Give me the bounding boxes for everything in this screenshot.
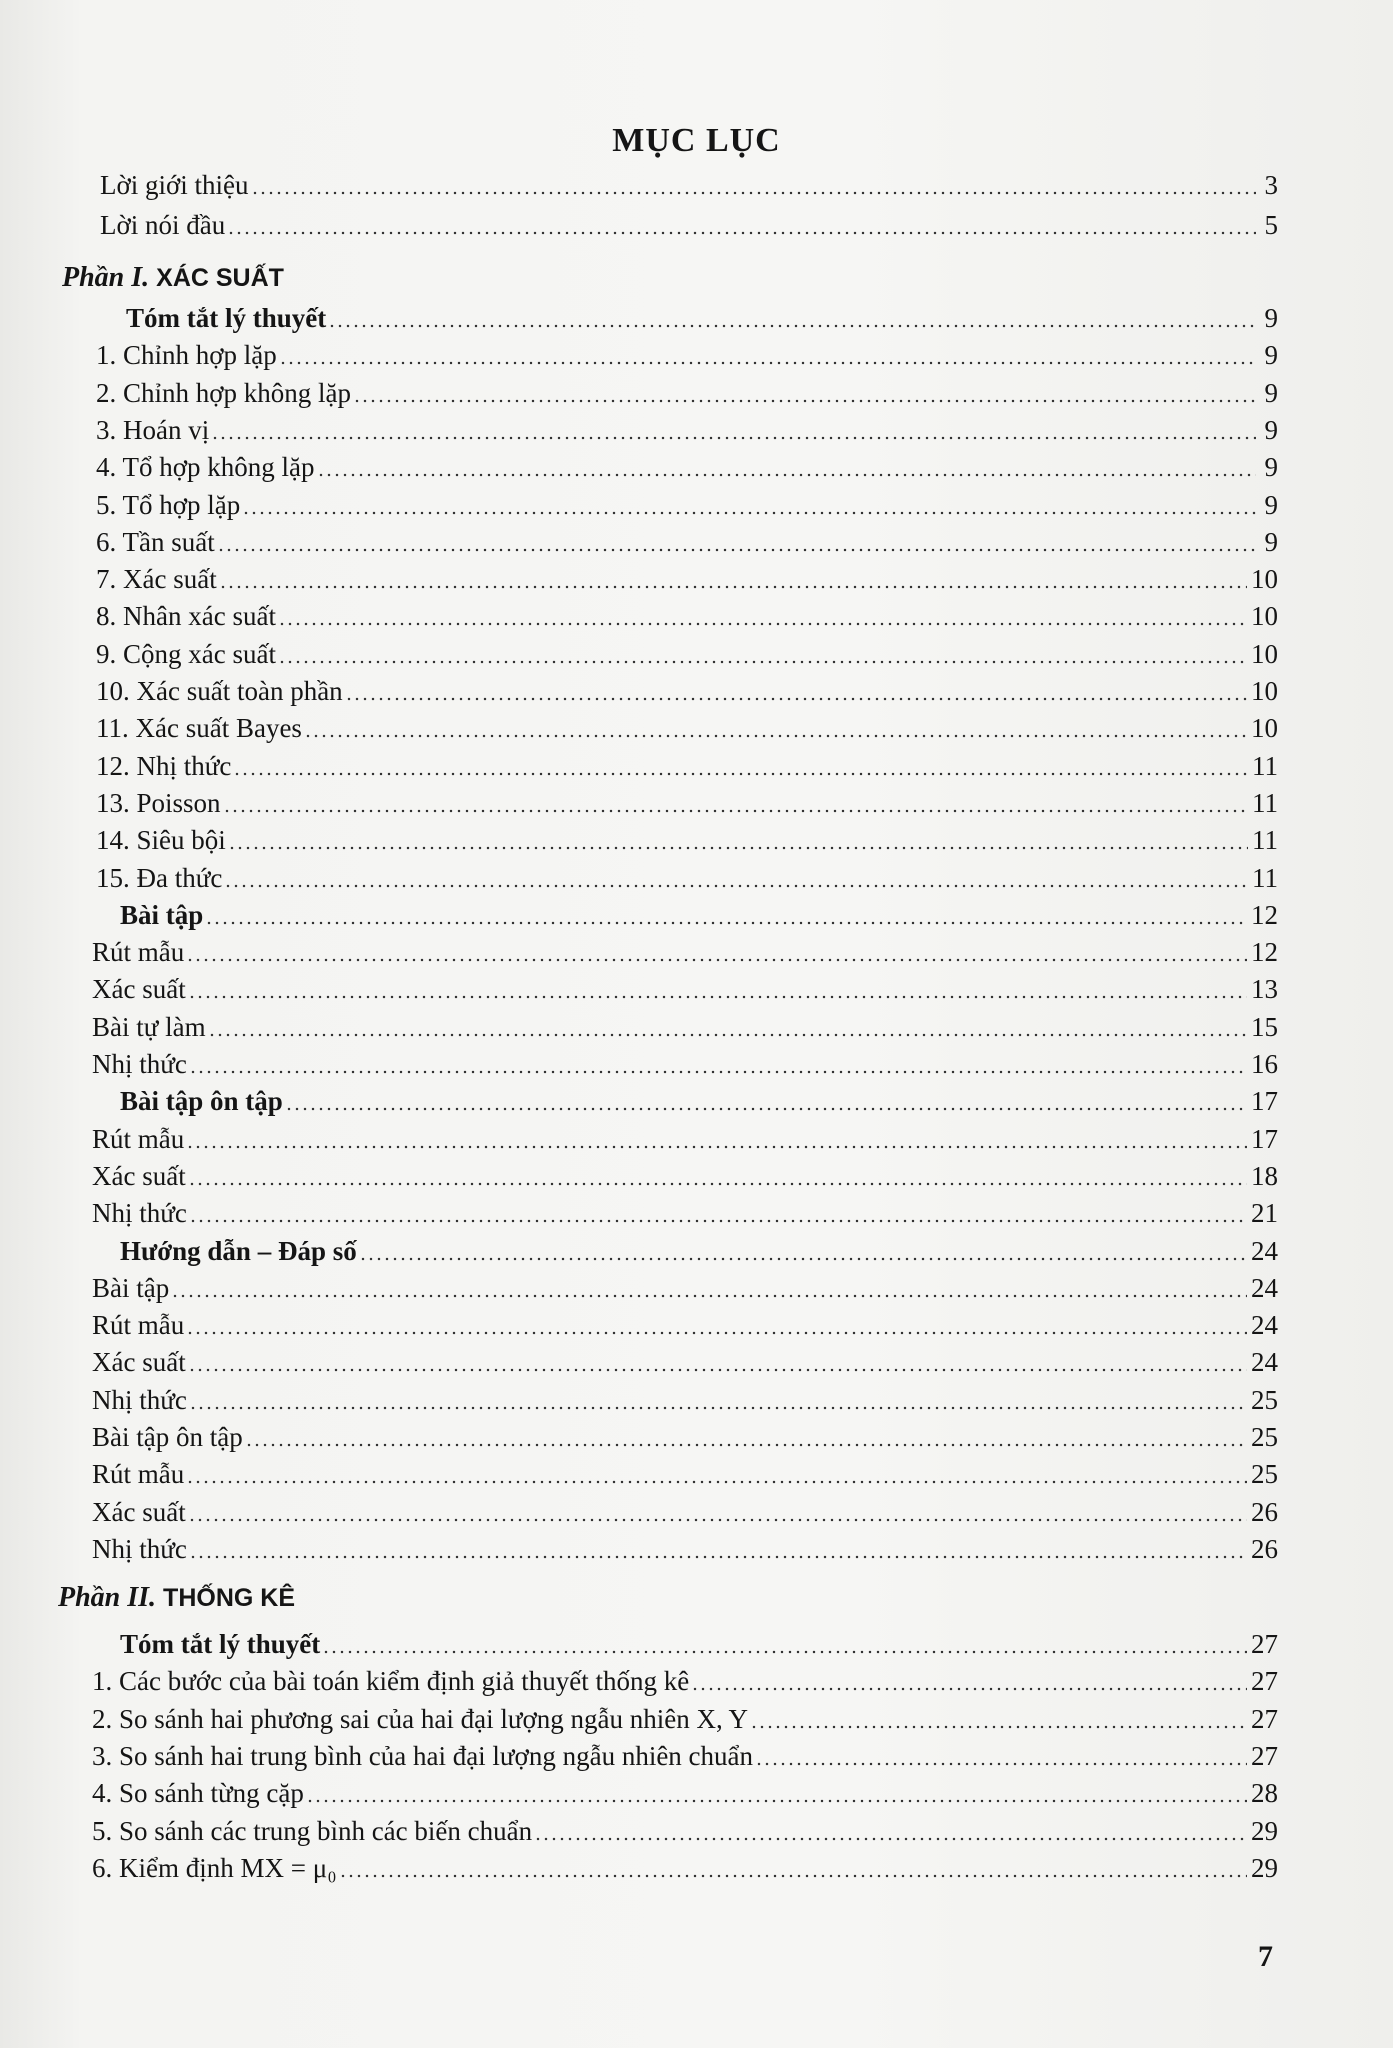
toc-entry-label: Tóm tắt lý thuyết bbox=[120, 1629, 321, 1659]
dot-leader bbox=[186, 1145, 1247, 1149]
dot-leader bbox=[188, 995, 1247, 999]
dot-leader bbox=[188, 1368, 1247, 1372]
toc-entry bbox=[96, 524, 1278, 558]
dot-leader bbox=[322, 1650, 1247, 1654]
toc-entry-page: 11 bbox=[1252, 825, 1278, 855]
toc-entry-page: 26 bbox=[1251, 1534, 1278, 1564]
toc-entry-page: 9 bbox=[1264, 452, 1278, 482]
toc-entry bbox=[100, 167, 1278, 201]
toc-entry-page: 18 bbox=[1251, 1161, 1278, 1191]
toc-entry-page: 24 bbox=[1251, 1273, 1278, 1303]
toc-entry-label: 15. Đa thức bbox=[96, 863, 223, 893]
toc-entry-label: 13. Poisson bbox=[96, 788, 221, 818]
toc-entry-page: 17 bbox=[1251, 1124, 1278, 1154]
toc-entry-label: 6. Kiểm định MX = μ₀ bbox=[92, 1853, 337, 1883]
toc-entry bbox=[92, 1419, 1278, 1453]
dot-leader bbox=[171, 1294, 1247, 1298]
toc-entry-page: 15 bbox=[1251, 1012, 1278, 1042]
dot-leader bbox=[285, 1107, 1247, 1111]
toc-entry bbox=[96, 561, 1278, 595]
dot-leader bbox=[317, 473, 1256, 477]
toc-entry-label: 4. So sánh từng cặp bbox=[92, 1778, 304, 1808]
toc-entry-page: 12 bbox=[1251, 900, 1278, 930]
toc-entry-page: 24 bbox=[1251, 1310, 1278, 1340]
toc-entry-page: 10 bbox=[1251, 564, 1278, 594]
toc-entry-page: 3 bbox=[1264, 170, 1278, 200]
toc-entry-label: 2. Chỉnh hợp không lặp bbox=[96, 378, 352, 408]
toc-entry bbox=[92, 1701, 1278, 1735]
dot-leader bbox=[186, 1480, 1247, 1484]
toc-entry-page: 28 bbox=[1251, 1778, 1278, 1808]
toc-entry bbox=[92, 1494, 1278, 1528]
toc-entry bbox=[96, 412, 1278, 446]
dot-leader bbox=[189, 1406, 1247, 1410]
toc-entry-label: 6. Tần suất bbox=[96, 527, 215, 557]
toc-entry-page: 9 bbox=[1264, 527, 1278, 557]
toc-entry-page: 5 bbox=[1264, 210, 1278, 240]
toc-entry bbox=[92, 1270, 1278, 1304]
toc-entry-label: Xác suất bbox=[92, 1161, 186, 1191]
dot-leader bbox=[755, 1762, 1247, 1766]
toc-entry-label: 2. So sánh hai phương sai của hai đại lượng ngẫu nhiên X, Y bbox=[92, 1704, 748, 1734]
toc-entry-label: 5. So sánh các trung bình các biến chuẩn bbox=[92, 1816, 533, 1846]
toc-entry bbox=[92, 1813, 1278, 1847]
toc-entry-label: Xác suất bbox=[92, 1347, 186, 1377]
toc-entry-page: 25 bbox=[1251, 1422, 1278, 1452]
dot-leader bbox=[328, 324, 1256, 328]
toc-entry bbox=[96, 822, 1278, 856]
toc-entry-label: 1. Chỉnh hợp lặp bbox=[96, 340, 277, 370]
toc-entry-label: 8. Nhân xác suất bbox=[96, 601, 276, 631]
page-title: MỤC LỤC bbox=[612, 122, 781, 159]
toc-entry-label: 10. Xác suất toàn phần bbox=[96, 676, 343, 706]
dot-leader bbox=[278, 660, 1247, 664]
toc-entry bbox=[92, 934, 1278, 968]
toc-entry-label: 7. Xác suất bbox=[96, 564, 217, 594]
toc-entry bbox=[92, 1382, 1278, 1416]
part-heading bbox=[62, 262, 284, 294]
toc-entry-label: Bài tập ôn tập bbox=[92, 1422, 243, 1452]
toc-entry bbox=[96, 860, 1278, 894]
toc-entry-label: Nhị thức bbox=[92, 1534, 187, 1564]
toc-entry-label: 5. Tổ hợp lặp bbox=[96, 490, 241, 520]
dot-leader bbox=[691, 1687, 1247, 1691]
dot-leader bbox=[750, 1725, 1247, 1729]
dot-leader bbox=[186, 1331, 1247, 1335]
toc-entry bbox=[92, 1195, 1278, 1229]
toc-entry-page: 27 bbox=[1251, 1741, 1278, 1771]
toc-entry-label: Nhị thức bbox=[92, 1198, 187, 1228]
toc-entry-page: 17 bbox=[1251, 1086, 1278, 1116]
toc-entry bbox=[92, 1158, 1278, 1192]
toc-entry-label: Lời nói đầu bbox=[100, 210, 226, 240]
toc-entry-label: Nhị thức bbox=[92, 1385, 187, 1415]
toc-entry-page: 9 bbox=[1264, 303, 1278, 333]
toc-entry-label: Lời giới thiệu bbox=[100, 170, 249, 200]
toc-entry-page: 26 bbox=[1251, 1497, 1278, 1527]
toc-entry bbox=[96, 710, 1278, 744]
toc-entry bbox=[120, 1626, 1278, 1660]
toc-entry-page: 11 bbox=[1252, 863, 1278, 893]
toc-entry bbox=[96, 487, 1278, 521]
toc-entry-label: 3. Hoán vị bbox=[96, 415, 210, 445]
toc-entry bbox=[96, 598, 1278, 632]
dot-leader bbox=[245, 1443, 1247, 1447]
dot-leader bbox=[211, 436, 1256, 440]
toc-entry bbox=[96, 636, 1278, 670]
dot-leader bbox=[186, 958, 1247, 962]
toc-entry-label: 11. Xác suất Bayes bbox=[96, 713, 302, 743]
toc-entry-label: Rút mẫu bbox=[92, 1459, 185, 1489]
toc-entry-page: 10 bbox=[1251, 676, 1278, 706]
dot-leader bbox=[278, 622, 1247, 626]
toc-entry-label: 14. Siêu bội bbox=[96, 825, 226, 855]
toc-entry bbox=[96, 673, 1278, 707]
toc-entry-page: 9 bbox=[1264, 490, 1278, 520]
part-name: THỐNG KÊ bbox=[163, 1584, 295, 1612]
toc-entry bbox=[92, 1663, 1278, 1697]
toc-entry-label: Xác suất bbox=[92, 974, 186, 1004]
dot-leader bbox=[208, 1033, 1247, 1037]
dot-leader bbox=[227, 231, 1256, 235]
dot-leader bbox=[189, 1555, 1247, 1559]
toc-entry-page: 10 bbox=[1251, 639, 1278, 669]
toc-entry bbox=[92, 1456, 1278, 1490]
toc-entry-label: 1. Các bước của bài toán kiểm định giả thuyết thống kê bbox=[92, 1666, 690, 1696]
toc-entry-label: 4. Tổ hợp không lặp bbox=[96, 452, 315, 482]
toc-entry bbox=[126, 300, 1278, 334]
toc-entry-label: Rút mẫu bbox=[92, 1124, 185, 1154]
toc-entry-page: 27 bbox=[1251, 1629, 1278, 1659]
toc-entry bbox=[92, 1009, 1278, 1043]
toc-entry bbox=[96, 449, 1278, 483]
toc-entry bbox=[96, 785, 1278, 819]
toc-entry bbox=[120, 1083, 1278, 1117]
dot-leader bbox=[217, 548, 1256, 552]
toc-entry-label: Bài tập bbox=[92, 1273, 170, 1303]
toc-entry-label: Nhị thức bbox=[92, 1049, 187, 1079]
dot-leader bbox=[251, 191, 1256, 195]
dot-leader bbox=[188, 1518, 1247, 1522]
dot-leader bbox=[359, 1257, 1247, 1261]
toc-entry bbox=[96, 375, 1278, 409]
toc-entry-page: 10 bbox=[1251, 713, 1278, 743]
toc-entry-page: 11 bbox=[1252, 788, 1278, 818]
toc-entry bbox=[92, 1307, 1278, 1341]
toc-entry bbox=[96, 337, 1278, 371]
dot-leader bbox=[223, 809, 1248, 813]
toc-entry-page: 29 bbox=[1251, 1853, 1278, 1883]
dot-leader bbox=[339, 1874, 1247, 1878]
toc-entry bbox=[92, 1344, 1278, 1378]
dot-leader bbox=[345, 697, 1247, 701]
toc-entry-page: 9 bbox=[1264, 340, 1278, 370]
dot-leader bbox=[279, 361, 1256, 365]
toc-entry bbox=[96, 748, 1278, 782]
toc-entry-label: Bài tập bbox=[120, 900, 204, 930]
toc-entry-page: 9 bbox=[1264, 378, 1278, 408]
dot-leader bbox=[189, 1219, 1247, 1223]
toc-entry bbox=[120, 897, 1278, 931]
dot-leader bbox=[188, 1182, 1247, 1186]
toc-entry bbox=[92, 1531, 1278, 1565]
toc-entry-page: 11 bbox=[1252, 751, 1278, 781]
toc-entry-label: 3. So sánh hai trung bình của hai đại lượng ngẫu nhiên chuẩn bbox=[92, 1741, 754, 1771]
part-heading bbox=[58, 1582, 295, 1614]
toc-entry-page: 12 bbox=[1251, 937, 1278, 967]
toc-entry-page: 9 bbox=[1264, 415, 1278, 445]
part-number: Phần I. bbox=[62, 262, 157, 293]
toc-entry-page: 13 bbox=[1251, 974, 1278, 1004]
page-number: 7 bbox=[1258, 1940, 1273, 1973]
toc-entry-page: 10 bbox=[1251, 601, 1278, 631]
toc-entry-page: 24 bbox=[1251, 1236, 1278, 1266]
toc-entry-label: Tóm tắt lý thuyết bbox=[126, 303, 327, 333]
toc-entry-page: 27 bbox=[1251, 1666, 1278, 1696]
toc-entry-page: 16 bbox=[1251, 1049, 1278, 1079]
dot-leader bbox=[219, 585, 1247, 589]
toc-entry-label: 9. Cộng xác suất bbox=[96, 639, 276, 669]
toc-entry-page: 21 bbox=[1251, 1198, 1278, 1228]
toc-entry-label: Rút mẫu bbox=[92, 1310, 185, 1340]
toc-entry-label: Bài tự làm bbox=[92, 1012, 206, 1042]
dot-leader bbox=[534, 1837, 1247, 1841]
toc-entry-page: 29 bbox=[1251, 1816, 1278, 1846]
dot-leader bbox=[304, 734, 1247, 738]
toc-entry-label: Hướng dẫn – Đáp số bbox=[120, 1236, 357, 1266]
dot-leader bbox=[306, 1799, 1247, 1803]
toc-entry-label: Rút mẫu bbox=[92, 937, 185, 967]
toc-entry-label: Xác suất bbox=[92, 1497, 186, 1527]
part-number: Phần II. bbox=[58, 1582, 164, 1613]
toc-entry bbox=[92, 1121, 1278, 1155]
toc-entry-page: 24 bbox=[1251, 1347, 1278, 1377]
toc-entry-label: Bài tập ôn tập bbox=[120, 1086, 283, 1116]
toc-entry bbox=[100, 207, 1278, 241]
part-name: XÁC SUẤT bbox=[156, 264, 284, 292]
toc-entry bbox=[92, 1775, 1278, 1809]
dot-leader bbox=[353, 399, 1256, 403]
dot-leader bbox=[233, 772, 1248, 776]
dot-leader bbox=[242, 511, 1256, 515]
toc-entry bbox=[92, 1850, 1278, 1884]
dot-leader bbox=[189, 1070, 1247, 1074]
dot-leader bbox=[205, 921, 1247, 925]
toc-entry bbox=[120, 1233, 1278, 1267]
dot-leader bbox=[224, 884, 1248, 888]
toc-entry-page: 27 bbox=[1251, 1704, 1278, 1734]
dot-leader bbox=[228, 846, 1248, 850]
toc-entry-label: 12. Nhị thức bbox=[96, 751, 232, 781]
toc-entry-page: 25 bbox=[1251, 1385, 1278, 1415]
toc-entry bbox=[92, 971, 1278, 1005]
toc-entry bbox=[92, 1738, 1278, 1772]
toc-entry-page: 25 bbox=[1251, 1459, 1278, 1489]
toc-entry bbox=[92, 1046, 1278, 1080]
